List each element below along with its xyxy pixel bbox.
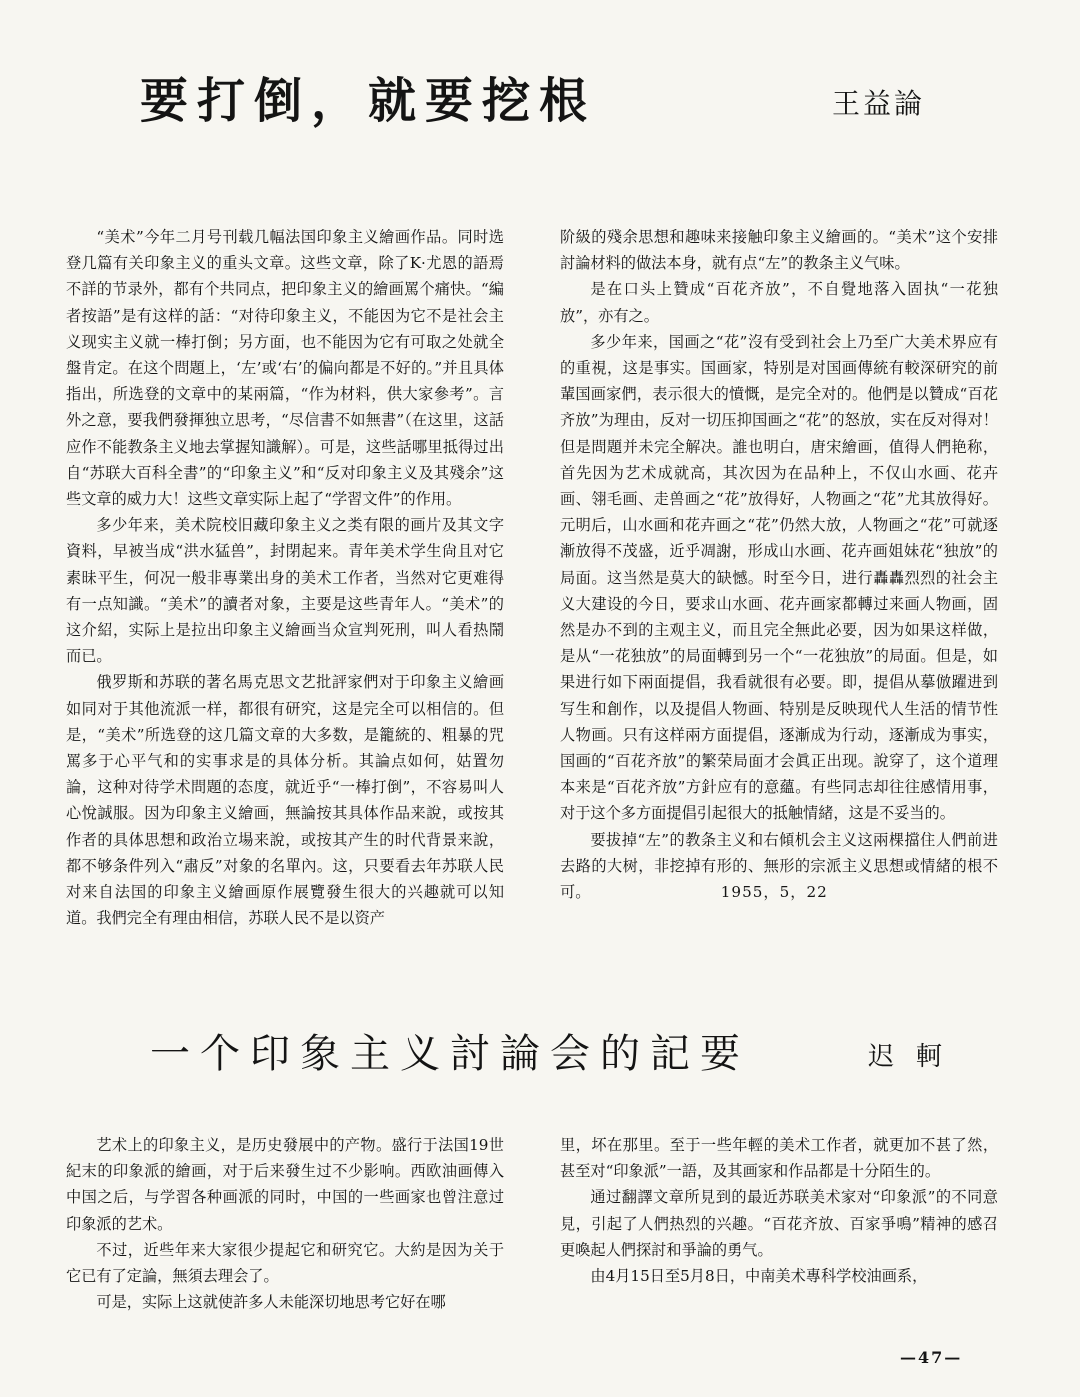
article-1-right-column bbox=[560, 224, 998, 905]
paragraph: 由4月15日至5月8日，中南美术專科学校油画系， bbox=[590, 1267, 928, 1286]
article-1-author: 王益論 bbox=[832, 87, 926, 120]
paragraph bbox=[560, 827, 998, 906]
paragraph: 多少年来，美术院校旧藏印象主义之类有限的画片及其文字資料，早被当成“洪水猛兽”，封閉起来。青年美术学生尙且对它素昧平生，何况一般非專業出身的美术工作者，当然对它更难得有一点知識。“美术”的讀者对象，主要是这些青年人。“美术”的这介紹，实际上是拉出印象主义繪画当众宣判死刑，叫人看热鬧而已。 bbox=[66, 516, 504, 666]
article-2-right-column bbox=[560, 1132, 998, 1289]
paragraph: “美术”今年二月号刊载几幅法国印象主义繪画作品。同时选登几篇有关印象主义的重头文章。这些文章，除了K·尤恩的語焉不詳的节录外，都有个共同点，把印象主义的繪画罵个痛快。“編者按語”是有这样的話：“对待印象主义，不能因为它不是社会主义现实主义就一棒打倒；另方面，也不能因为它有可取之处就全盤肯定。在这个問題上，‘左’或‘右’的偏向都是不好的。”并且具体指出，所选登的文章中的某兩篇，“作为材料，供大家參考”。言外之意，要我們發揮独立思考，“尽信書不如無書”（在这里，这話应作不能教条主义地去掌握知識解）。可是，这些話哪里抵得过出自“苏联大百科全書”的“印象主义”和“反对印象主义及其殘余”这些文章的威力大！这些文章实际上起了“学習文件”的作用。 bbox=[66, 228, 504, 509]
paragraph: 通过翻譯文章所見到的最近苏联美术家对“印象派”的不同意見，引起了人們热烈的兴趣。“百花齐放、百家爭鳴”精神的感召更喚起人們探討和爭論的勇气。 bbox=[560, 1188, 998, 1259]
paragraph-continued: 里，坏在那里。至于一些年輕的美术工作者，就更加不甚了然，甚至对“印象派”一語，及其画家和作品都是十分陌生的。 bbox=[560, 1136, 998, 1181]
paragraph: 是在口头上贊成“百花齐放”，不自覺地落入固执“一花独放”，亦有之。 bbox=[560, 280, 998, 325]
paragraph-text: 要拔掉“左”的教条主义和右傾机会主义这兩棵擋住人們前进去路的大树，非挖掉有形的、無形的宗派主义思想或情緒的根不可。 bbox=[560, 830, 998, 902]
paragraph: 俄罗斯和苏联的著名馬克思文艺批評家們对于印象主义繪画如同对于其他流派一样，都很有研究，这是完全可以相信的。但是，“美术”所选登的这几篇文章的大多数，是籠統的、粗暴的咒罵多于心平气和的实事求是的具体分析。其論点如何，姑置勿論，这种对待学术問題的态度，就近乎“一棒打倒”，不容易叫人心悅誠服。因为印象主义繪画，無論按其具体作品来說，或按其作者的具体思想和政治立場来說，或按其产生的时代背景来說，都不够条件列入“肅反”对象的名單內。这，只要看去年苏联人民对来自法国的印象主义繪画原作展覽發生很大的兴趣就可以知道。我們完全有理由相信，苏联人民不是以资产 bbox=[66, 673, 504, 928]
page-number: —47— bbox=[900, 1348, 963, 1367]
article-2-left-column bbox=[66, 1132, 504, 1315]
article-1-title: 要打倒，就要挖根 bbox=[140, 73, 597, 129]
paragraph: 不过，近些年来大家很少提起它和研究它。大約是因为关于它已有了定論，無須去理会了。 bbox=[66, 1240, 504, 1286]
paragraph: 多少年来，国画之“花”沒有受到社会上乃至广大美术界应有的重視，这是事实。国画家，特别是对国画傳統有較深研究的前輩国画家們，表示很大的憤慨，是完全对的。他們是以贊成“百花齐放”为理由，反对一切压抑国画之“花”的怒放，实在反对得对！但是問題并未完全解决。誰也明白，唐宋繪画，值得人們艳称，首先因为艺术成就高，其次因为在品种上，不仅山水画、花卉画、翎毛画、走兽画之“花”放得好，人物画之“花”尤其放得好。元明后，山水画和花卉画之“花”仍然大放，人物画之“花”可就逐漸放得不茂盛，近乎凋謝，形成山水画、花卉画姐妹花“独放”的局面。这当然是莫大的缺憾。时至今日，进行轟轟烈烈的社会主义大建设的今日，要求山水画、花卉画家都轉过来画人物画，固然是办不到的主观主义，而且完全無此必要，因为如果这样做，是从“一花独放”的局面轉到另一个“一花独放”的局面。但是，如果进行如下兩面提倡，我看就很有必要。即，提倡从摹倣躍进到写生和創作，以及提倡人物画、特别是反映现代人生活的情节性人物画。只有这样兩方面提倡，逐漸成为行动，逐漸成为事实，国画的“百花齐放”的繁荣局面才会眞正出现。說穿了，这个道理本来是“百花齐放”方針应有的意蘊。有些同志却往往感情用事，对于这个多方面提倡引起很大的抵触情緒，这是不妥当的。 bbox=[560, 332, 998, 823]
article-1-left-column bbox=[66, 224, 504, 931]
date-line: 1955，5，22 bbox=[720, 883, 828, 902]
paragraph: 艺术上的印象主义，是历史發展中的产物。盛行于法国19世紀末的印象派的繪画，对于后来發生过不少影响。西欧油画傳入中国之后，与学習各种画派的同时，中国的一些画家也曾注意过印象派的艺术。 bbox=[66, 1136, 504, 1233]
article-2-author: 迟軻 bbox=[868, 1042, 965, 1072]
paragraph-continued: 阶級的殘余思想和趣味来接触印象主义繪画的。“美术”这个安排討論材料的做法本身，就有点“左”的教条主义气味。 bbox=[560, 228, 998, 273]
paragraph: 可是，实际上这就使許多人未能深切地思考它好在哪 bbox=[96, 1293, 446, 1312]
article-2-title: 一个印象主义討論会的記要 bbox=[150, 1031, 750, 1077]
